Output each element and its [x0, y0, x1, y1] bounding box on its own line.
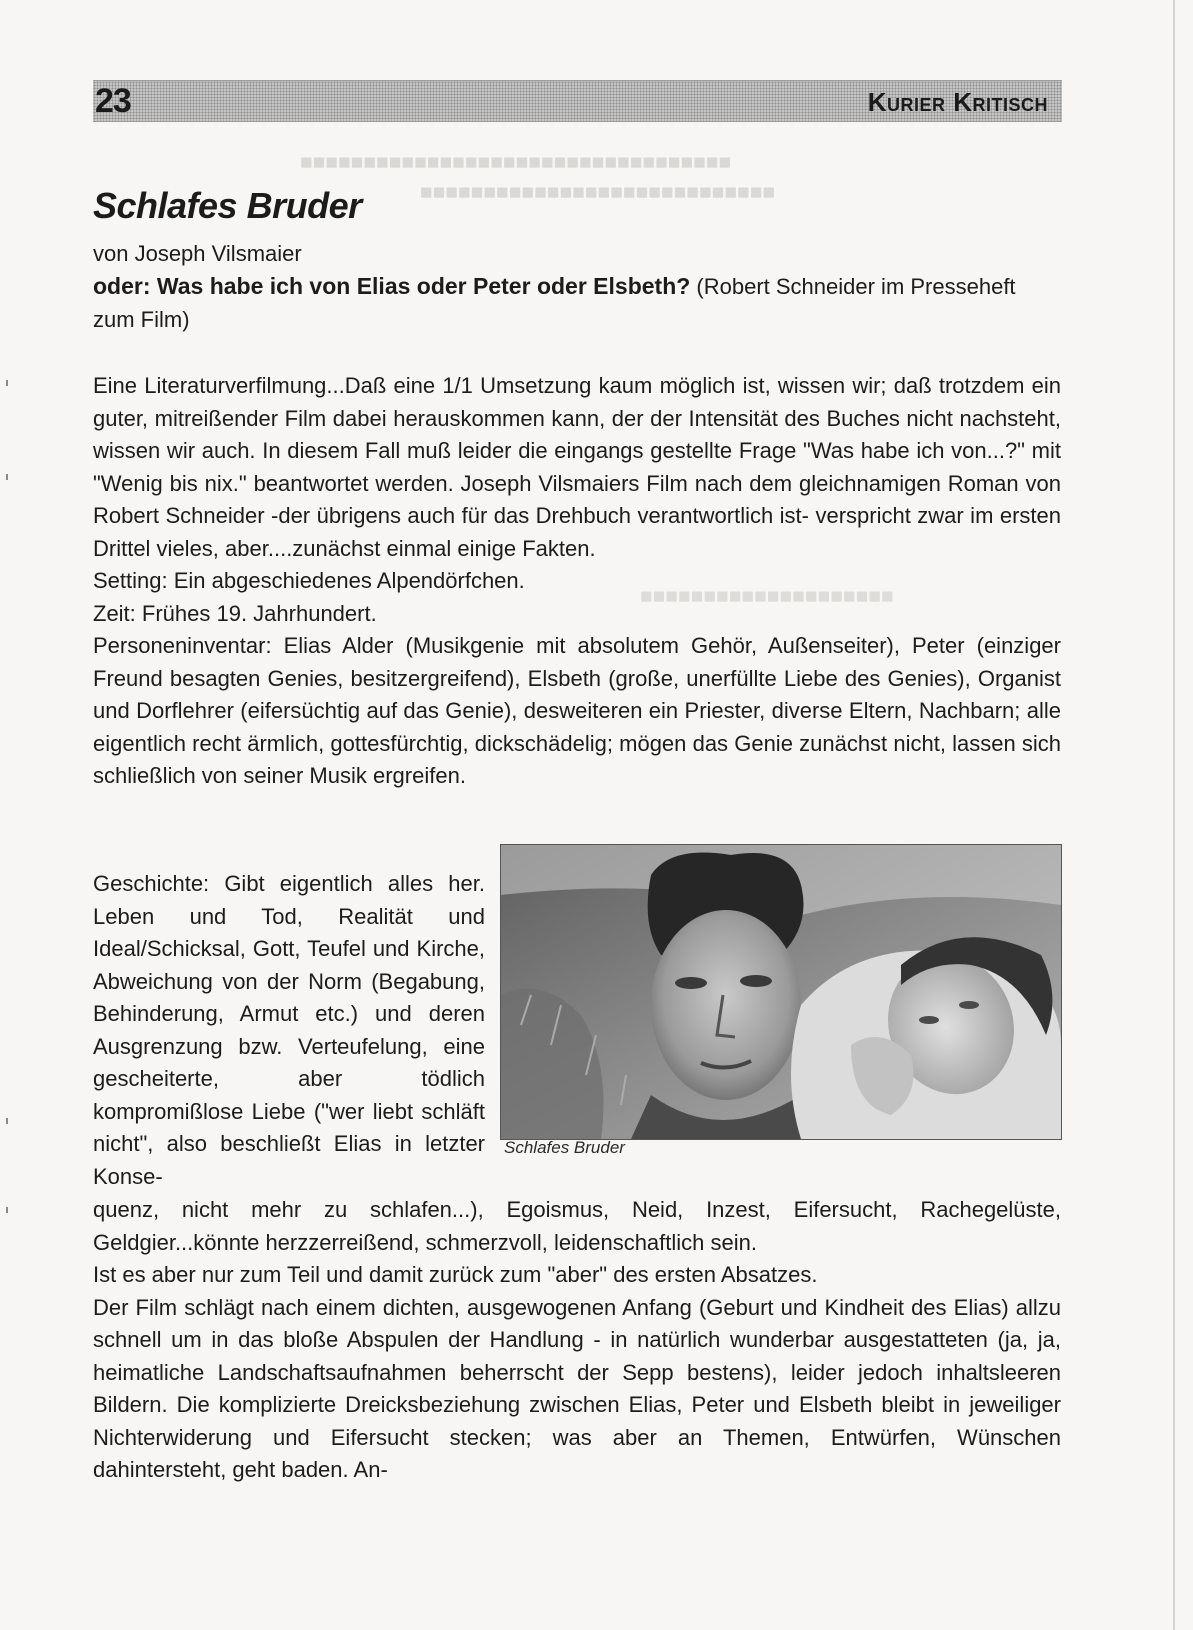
margin-mark: [6, 1118, 8, 1124]
photo-caption: Schlafes Bruder: [504, 1138, 625, 1157]
setting-line: Setting: Ein abgeschiedenes Alpendörfchen.: [93, 568, 525, 593]
film-still-figure: [500, 844, 1062, 1156]
article-body: [93, 370, 1061, 793]
page-number: 23: [95, 82, 131, 120]
story-paragraph: Geschichte: Gibt eigentlich alles her. Leben und Tod, Realität und Ideal/Schicksal, Gott, Teufel und Kirche, Abweichung von der Norm (Begabung, Behinderung, Armut etc.) und deren Ausgrenzung bzw. Verteufelung, eine gescheiterte, aber tödlich kompromißlose Liebe ("wer liebt schläft nicht", also beschließt Elias in letzter Konse-: [93, 871, 485, 1189]
story-paragraph-column: [93, 868, 485, 1193]
article-body-continued: [93, 1194, 1061, 1487]
margin-mark: [6, 1207, 8, 1213]
but-line: Ist es aber nur zum Teil und damit zurück zum "aber" des ersten Absatzes.: [93, 1262, 818, 1287]
margin-mark: [6, 380, 8, 386]
article-subtitle: [93, 270, 1063, 336]
time-line: Zeit: Frühes 19. Jahrhundert.: [93, 600, 377, 626]
persons-paragraph: Personeninventar: Elias Alder (Musikgenie mit absolutem Gehör, Außenseiter), Peter (einziger Freund besagten Genies, besitzergreifend), Elsbeth (große, unerfüllte Liebe des Genies), Organist und Dorflehrer (eifersüchtig auf das Genie), desweiteren ein Priester, diverse Eltern, Nachbarn; alle eigentlich recht ärmlich, gottesfürchtig, dickschädelig; mögen das Genie zunächst nicht, lassen sich schließlich von seiner Musik ergreifen.: [93, 633, 1061, 788]
subtitle-source: (Robert Schneider im Presseheft zum Film): [93, 274, 1016, 332]
page-edge: [1173, 0, 1175, 1630]
header-bar: [93, 80, 1062, 122]
show-through-text: ■■■■■■■■■■■■■■■■■■■■: [640, 585, 894, 608]
publication-name: Kurier Kritisch: [867, 87, 1048, 117]
story-paragraph-continued: quenz, nicht mehr zu schlafen...), Egoismus, Neid, Inzest, Eifersucht, Rachegelüste, Geldgier...könnte herzzerreißend, schmerzvoll, leidenschaftlich sein.: [93, 1197, 1061, 1255]
film-still-image: [501, 845, 1061, 1139]
final-paragraph: Der Film schlägt nach einem dichten, ausgewogenen Anfang (Geburt und Kindheit des Elias) allzu schnell um in das bloße Abspulen der Handlung - in natürlich wunderbar ausgestatteten (ja, ja, heimatliche Landschaftsaufnahmen beherrscht der Sepp bestens), leider jedoch inhaltsleeren Bildern. Die komplizierte Dreicksbeziehung zwischen Elias, Peter und Elsbeth bleibt in jeweiliger Nichterwiderung und Eifersucht stecken; was aber an Themen, Entwürfen, Wünschen dahintersteht, geht baden. An-: [93, 1294, 1061, 1482]
show-through-text: ■■■■■■■■■■■■■■■■■■■■■■■■■■■■: [420, 181, 776, 204]
intro-paragraph: Eine Literaturverfilmung...Daß eine 1/1 Umsetzung kaum möglich ist, wissen wir; daß trotzdem ein guter, mitreißender Film dabei herauskommen kann, der der Intensität des Buches nicht nachsteht, wissen wir auch. In diesem Fall muß leider die eingangs gestellte Frage "Was habe ich von...?" mit "Wenig bis nix." beantwortet werden. Joseph Vilsmaiers Film nach dem gleichnamigen Roman von Robert Schneider -der übrigens auch für das Drehbuch verantwortlich ist- verspricht zwar im ersten Drittel vieles, aber....zunächst einmal einige Fakten.: [93, 373, 1061, 561]
show-through-text: ■■■■■■■■■■■■■■■■■■■■■■■■■■■■■■■■■■: [300, 151, 732, 174]
author-line: von Joseph Vilsmaier: [93, 241, 302, 266]
subtitle-question: oder: Was habe ich von Elias oder Peter oder Elsbeth?: [93, 273, 691, 299]
film-still-photo: [500, 844, 1062, 1140]
margin-mark: [6, 474, 8, 480]
article-title: Schlafes Bruder: [93, 185, 362, 226]
